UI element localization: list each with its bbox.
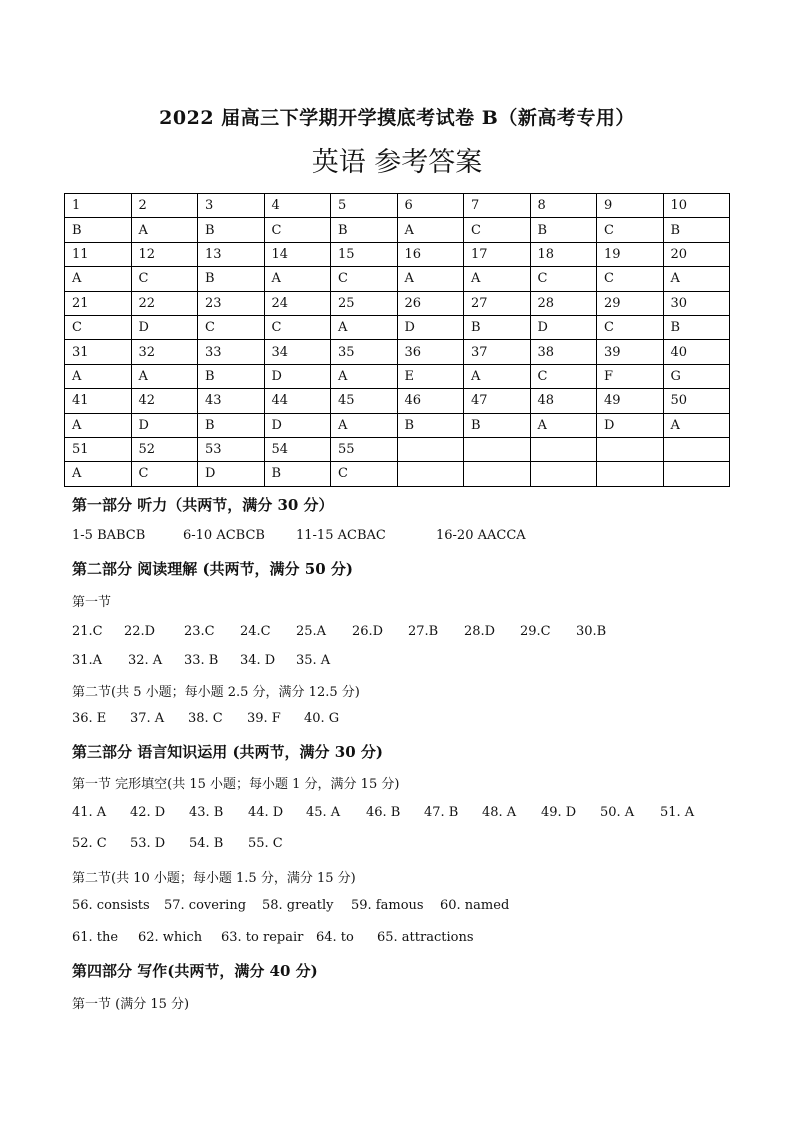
exam-title: 2022 届高三下学期开学摸底考试卷 B（新高考专用） xyxy=(159,107,635,129)
question-number-cell: 14 xyxy=(264,242,331,266)
answer-item: 45. A xyxy=(306,805,341,820)
answer-cell xyxy=(464,462,531,486)
question-number-cell: 36 xyxy=(397,340,464,364)
answer-item: 65. attractions xyxy=(377,930,474,945)
answer-row xyxy=(65,267,730,291)
part2-section1-label: 第一节 xyxy=(72,595,112,610)
question-number-cell: 55 xyxy=(331,437,398,461)
answer-cell: A xyxy=(464,267,531,291)
answer-item: 46. B xyxy=(366,805,401,820)
question-number-row xyxy=(65,437,730,461)
answer-item: 58. greatly xyxy=(262,898,334,913)
question-number-cell: 8 xyxy=(530,194,597,218)
question-number-cell: 16 xyxy=(397,242,464,266)
question-number-cell: 48 xyxy=(530,389,597,413)
question-number-cell: 17 xyxy=(464,242,531,266)
question-number-cell: 52 xyxy=(131,437,198,461)
answer-cell: B xyxy=(464,315,531,339)
answer-item: 62. which xyxy=(138,930,203,945)
answer-cell: A xyxy=(65,267,132,291)
question-number-cell: 10 xyxy=(663,194,730,218)
answer-item: 56. consists xyxy=(72,898,150,913)
question-number-cell xyxy=(530,437,597,461)
question-number-cell xyxy=(597,437,664,461)
answer-table xyxy=(64,193,730,487)
answer-cell: D xyxy=(131,413,198,437)
answer-item: 52. C xyxy=(72,836,107,851)
question-number-cell: 7 xyxy=(464,194,531,218)
answer-item: 50. A xyxy=(600,805,635,820)
question-number-row xyxy=(65,389,730,413)
answer-cell: C xyxy=(131,267,198,291)
answer-item: 44. D xyxy=(248,805,284,820)
part2-heading: 第二部分 阅读理解 (共两节，满分 50 分) xyxy=(72,560,353,578)
answer-cell: C xyxy=(530,267,597,291)
question-number-cell: 12 xyxy=(131,242,198,266)
answer-row xyxy=(65,462,730,486)
answer-item: 43. B xyxy=(189,805,224,820)
answer-item: 35. A xyxy=(296,653,331,668)
question-number-cell: 38 xyxy=(530,340,597,364)
answer-cell: A xyxy=(663,413,730,437)
answer-row xyxy=(65,364,730,388)
answer-cell: B xyxy=(331,218,398,242)
answer-item: 59. famous xyxy=(351,898,424,913)
question-number-cell xyxy=(397,437,464,461)
answer-cell: B xyxy=(663,315,730,339)
answer-item: 24.C xyxy=(240,624,271,639)
question-number-cell: 23 xyxy=(198,291,265,315)
answer-item: 36. E xyxy=(72,711,107,726)
part3-section2-label: 第二节(共 10 小题；每小题 1.5 分，满分 15 分) xyxy=(72,871,356,886)
answer-cell: D xyxy=(131,315,198,339)
question-number-cell: 47 xyxy=(464,389,531,413)
answer-item: 63. to repair xyxy=(221,930,304,945)
answer-item: 29.C xyxy=(520,624,551,639)
answer-cell: C xyxy=(597,218,664,242)
question-number-cell: 27 xyxy=(464,291,531,315)
answer-cell: C xyxy=(464,218,531,242)
answer-item: 25.A xyxy=(296,624,327,639)
part2-section2-label: 第二节(共 5 小题；每小题 2.5 分，满分 12.5 分) xyxy=(72,685,360,700)
answer-cell: D xyxy=(530,315,597,339)
answer-cell: C xyxy=(597,267,664,291)
question-number-cell: 1 xyxy=(65,194,132,218)
question-number-cell: 44 xyxy=(264,389,331,413)
answer-cell: B xyxy=(198,218,265,242)
answer-cell: B xyxy=(663,218,730,242)
answer-item: 51. A xyxy=(660,805,695,820)
part4-section1-label: 第一节 (满分 15 分) xyxy=(72,997,190,1012)
answer-cell: A xyxy=(65,364,132,388)
answer-item: 57. covering xyxy=(164,898,247,913)
question-number-cell: 6 xyxy=(397,194,464,218)
answer-cell: A xyxy=(131,364,198,388)
answer-item: 42. D xyxy=(130,805,166,820)
answer-item: 38. C xyxy=(188,711,223,726)
answer-item: 31.A xyxy=(72,653,103,668)
question-number-cell: 50 xyxy=(663,389,730,413)
answer-cell: B xyxy=(198,364,265,388)
question-number-cell: 45 xyxy=(331,389,398,413)
answer-item: 48. A xyxy=(482,805,517,820)
question-number-cell: 21 xyxy=(65,291,132,315)
answer-cell: B xyxy=(464,413,531,437)
answer-group: 11-15 ACBAC xyxy=(296,528,386,543)
answer-cell: E xyxy=(397,364,464,388)
question-number-cell: 2 xyxy=(131,194,198,218)
answer-cell: C xyxy=(530,364,597,388)
question-number-cell: 53 xyxy=(198,437,265,461)
answer-cell: A xyxy=(331,315,398,339)
question-number-cell: 9 xyxy=(597,194,664,218)
answer-cell xyxy=(397,462,464,486)
answer-cell: C xyxy=(597,315,664,339)
question-number-cell: 31 xyxy=(65,340,132,364)
answer-cell: C xyxy=(331,462,398,486)
answer-item: 34. D xyxy=(240,653,276,668)
answer-item: 22.D xyxy=(124,624,156,639)
answer-group: 1-5 BABCB xyxy=(72,528,146,543)
question-number-cell: 4 xyxy=(264,194,331,218)
question-number-cell: 15 xyxy=(331,242,398,266)
answer-cell xyxy=(597,462,664,486)
answer-item: 40. G xyxy=(304,711,340,726)
answer-cell: A xyxy=(530,413,597,437)
answer-cell: A xyxy=(264,267,331,291)
answer-item: 39. F xyxy=(247,711,281,726)
question-number-cell: 42 xyxy=(131,389,198,413)
answer-group: 16-20 AACCA xyxy=(436,528,526,543)
question-number-cell: 20 xyxy=(663,242,730,266)
answer-cell: A xyxy=(464,364,531,388)
question-number-cell: 18 xyxy=(530,242,597,266)
answer-item: 23.C xyxy=(184,624,215,639)
answer-item: 41. A xyxy=(72,805,107,820)
answer-item: 55. C xyxy=(248,836,283,851)
question-number-cell: 3 xyxy=(198,194,265,218)
question-number-cell: 46 xyxy=(397,389,464,413)
answer-cell: D xyxy=(264,364,331,388)
answer-cell: D xyxy=(597,413,664,437)
question-number-cell: 22 xyxy=(131,291,198,315)
question-number-row xyxy=(65,242,730,266)
question-number-cell: 11 xyxy=(65,242,132,266)
question-number-cell: 32 xyxy=(131,340,198,364)
answer-cell: C xyxy=(331,267,398,291)
answer-key-title: 英语 参考答案 xyxy=(311,147,483,178)
answer-item: 60. named xyxy=(440,898,510,913)
question-number-cell: 43 xyxy=(198,389,265,413)
answer-row xyxy=(65,218,730,242)
question-number-cell xyxy=(464,437,531,461)
answer-cell: A xyxy=(131,218,198,242)
question-number-cell: 33 xyxy=(198,340,265,364)
answer-item: 61. the xyxy=(72,930,119,945)
answer-item: 37. A xyxy=(130,711,165,726)
answer-cell: B xyxy=(530,218,597,242)
part3-section1-label: 第一节 完形填空(共 15 小题；每小题 1 分，满分 15 分) xyxy=(72,777,400,792)
answer-cell: B xyxy=(198,413,265,437)
answer-cell: C xyxy=(264,315,331,339)
answer-item: 21.C xyxy=(72,624,103,639)
question-number-cell: 30 xyxy=(663,291,730,315)
answer-cell: C xyxy=(264,218,331,242)
answer-item: 27.B xyxy=(408,624,439,639)
question-number-cell: 34 xyxy=(264,340,331,364)
answer-item: 30.B xyxy=(576,624,607,639)
question-number-cell: 26 xyxy=(397,291,464,315)
answer-item: 32. A xyxy=(128,653,163,668)
answer-cell: B xyxy=(397,413,464,437)
part4-heading: 第四部分 写作(共两节，满分 40 分) xyxy=(72,962,318,980)
question-number-cell: 29 xyxy=(597,291,664,315)
answer-item: 33. B xyxy=(184,653,219,668)
answer-cell: C xyxy=(65,315,132,339)
answer-item: 26.D xyxy=(352,624,384,639)
answer-cell: A xyxy=(65,413,132,437)
answer-cell: D xyxy=(264,413,331,437)
question-number-cell: 19 xyxy=(597,242,664,266)
answer-cell: C xyxy=(198,315,265,339)
question-number-row xyxy=(65,194,730,218)
answer-cell: A xyxy=(65,462,132,486)
answer-cell: A xyxy=(397,218,464,242)
question-number-cell: 41 xyxy=(65,389,132,413)
answer-item: 64. to xyxy=(316,930,354,945)
question-number-cell: 37 xyxy=(464,340,531,364)
answer-item: 47. B xyxy=(424,805,459,820)
question-number-row xyxy=(65,291,730,315)
answer-item: 28.D xyxy=(464,624,496,639)
answer-row xyxy=(65,315,730,339)
question-number-cell: 28 xyxy=(530,291,597,315)
answer-row xyxy=(65,413,730,437)
question-number-cell xyxy=(663,437,730,461)
answer-item: 54. B xyxy=(189,836,224,851)
answer-item: 53. D xyxy=(130,836,166,851)
answer-cell: D xyxy=(198,462,265,486)
question-number-cell: 24 xyxy=(264,291,331,315)
question-number-cell: 40 xyxy=(663,340,730,364)
question-number-row xyxy=(65,340,730,364)
question-number-cell: 54 xyxy=(264,437,331,461)
question-number-cell: 49 xyxy=(597,389,664,413)
answer-cell: A xyxy=(397,267,464,291)
part3-heading: 第三部分 语言知识运用 (共两节，满分 30 分) xyxy=(72,743,383,761)
question-number-cell: 51 xyxy=(65,437,132,461)
answer-item: 49. D xyxy=(541,805,577,820)
answer-cell: C xyxy=(131,462,198,486)
answer-cell: B xyxy=(264,462,331,486)
answer-cell: A xyxy=(331,413,398,437)
answer-cell xyxy=(663,462,730,486)
answer-cell: G xyxy=(663,364,730,388)
answer-cell: F xyxy=(597,364,664,388)
question-number-cell: 35 xyxy=(331,340,398,364)
question-number-cell: 39 xyxy=(597,340,664,364)
question-number-cell: 13 xyxy=(198,242,265,266)
answer-cell xyxy=(530,462,597,486)
question-number-cell: 5 xyxy=(331,194,398,218)
answer-cell: B xyxy=(65,218,132,242)
answer-cell: A xyxy=(331,364,398,388)
answer-cell: D xyxy=(397,315,464,339)
answer-cell: B xyxy=(198,267,265,291)
part1-heading: 第一部分 听力（共两节，满分 30 分） xyxy=(72,496,334,514)
answer-cell: A xyxy=(663,267,730,291)
question-number-cell: 25 xyxy=(331,291,398,315)
answer-group: 6-10 ACBCB xyxy=(183,528,265,543)
